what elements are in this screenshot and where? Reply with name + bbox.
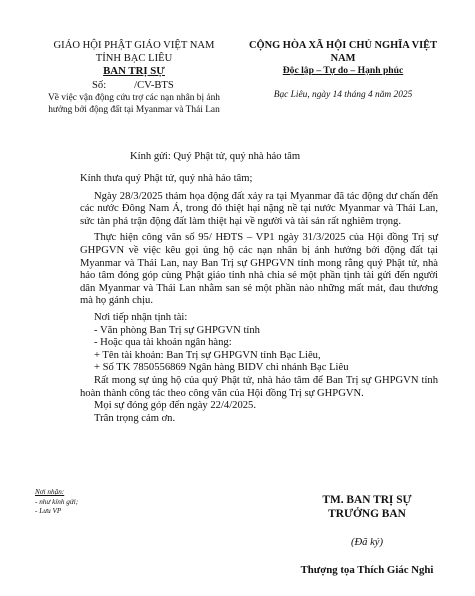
signer-org: TM. BAN TRỊ SỰ xyxy=(322,494,412,506)
number-label: Số: xyxy=(92,79,107,91)
receive-item-bank: - Hoặc qua tài khoản ngân hàng: xyxy=(94,337,232,349)
place-date: Bạc Liêu, ngày 14 tháng 4 năm 2025 xyxy=(273,90,413,100)
org-line-1: GIÁO HỘI PHẬT GIÁO VIỆT NAM xyxy=(53,40,215,51)
number-value: /CV-BTS xyxy=(134,79,174,91)
recipient-item: - Lưu VP xyxy=(35,507,62,515)
document-subject: Về việc vận động cứu trợ các nạn nhân bị ảnh hưởng bởi động đất tại Myanmar và Thái Lan xyxy=(48,93,220,115)
paragraph-1: Ngày 28/3/2025 thảm họa động đất xảy ra tại Myanmar đã tác động dư chấn đến các nước Đông Nam Á, trong đó thiệt hại nặng nề tại nước Myanmar và Thái Lan, sức tàn phá trận động đất làm thiệt hại về người và tài sản rất nghiêm trọng. xyxy=(80,190,438,227)
national-header xyxy=(240,40,446,101)
document-number xyxy=(36,80,232,93)
signature-block xyxy=(282,493,452,576)
greeting: Kính thưa quý Phật tử, quý nhà hảo tâm; xyxy=(80,173,253,184)
thanks: Trân trọng cảm ơn. xyxy=(94,412,176,424)
org-line-2: TỈNH BẠC LIÊU xyxy=(95,52,173,64)
paragraph-2: Thực hiện công văn số 95/ HĐTS – VP1 ngày 31/3/2025 của Hội đồng Trị sự GHPGVN về việc kêu gọi ủng hộ các nạn nhân bị ảnh hưởng bởi động đất tại Myanmar và Thái Lan, nay Ban Trị sự GHPGVN tỉnh mong rằng quý Phật tử, nhà hảo tâm đóng góp cùng Phật giáo tỉnh nhà chia sẻ một phần tịnh tài gửi đến người dân Myanmar và Thái Lan nhằm san sẻ một phần nào những mất mát, đau thương mà họ gánh chịu. xyxy=(80,232,438,307)
nation-title: CỘNG HÒA XÃ HỘI CHỦ NGHĨA VIỆT NAM xyxy=(248,40,438,64)
signed-note: (Đã ký) xyxy=(350,537,384,548)
recipient-item: - như kính gửi; xyxy=(35,497,79,506)
signer-title: TRƯỞNG BAN xyxy=(328,508,406,520)
paragraph-3: Rất mong sự ủng hộ của quý Phật tử, nhà hảo tâm để Ban Trị sự GHPGVN tỉnh hoàn thành công tác theo công văn của Hội đồng Trị sự GHPGVN. xyxy=(80,374,438,399)
receive-title: Nơi tiếp nhận tịnh tài: xyxy=(94,311,188,323)
recipients-label: Nơi nhận: xyxy=(35,488,65,496)
deadline: Mọi sự đóng góp đến ngày 22/4/2025. xyxy=(94,400,256,412)
issuer-header xyxy=(36,40,232,116)
recipients-block xyxy=(35,488,78,517)
addressee-line: Kính gửi: Quý Phật tử, quý nhà hảo tâm xyxy=(130,151,301,162)
receive-item-office: - Văn phòng Ban Trị sự GHPGVN tỉnh xyxy=(94,324,260,336)
letter-body xyxy=(80,173,438,425)
account-number: + Số TK 7850556869 Ngân hàng BIDV chi nhánh Bạc Liêu xyxy=(94,362,349,374)
national-motto: Độc lập – Tự do – Hạnh phúc xyxy=(282,65,404,76)
signer-name: Thượng tọa Thích Giác Nghi xyxy=(300,564,434,576)
account-name: + Tên tài khoản: Ban Trị sự GHPGVN tỉnh Bạc Liêu, xyxy=(94,349,321,361)
department-name: BAN TRỊ SỰ xyxy=(103,65,165,77)
